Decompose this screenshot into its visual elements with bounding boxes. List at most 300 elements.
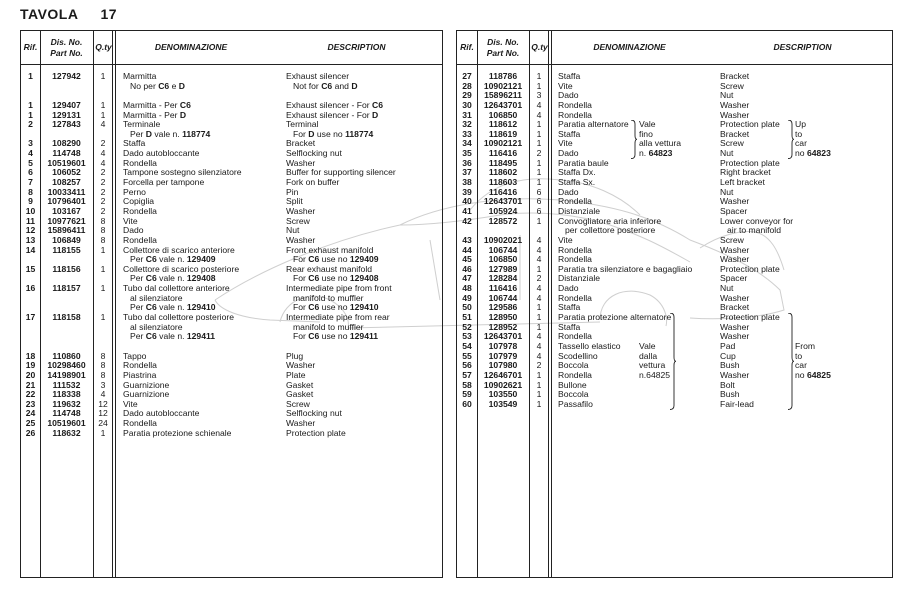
table-row [457,82,892,92]
part-number: 118158 [52,312,81,323]
english-description: Nut [720,148,734,159]
table-row [21,284,442,294]
ref-number: 56 [462,360,472,371]
quantity: 1 [536,138,542,149]
italian-note: Vale [639,340,656,351]
english-description: Protection plate [720,263,780,274]
table-row [21,429,442,439]
italian-name: Staffa [558,128,581,139]
english-description: Nut [286,225,300,236]
table-row [21,419,442,429]
quantity: 1 [536,379,542,390]
part-number: 118495 [488,157,518,168]
quantity: 6 [536,205,542,216]
table-row [457,111,892,121]
english-description: Protection plate [720,119,780,130]
english-description: Screw [720,234,744,245]
italian-name: Bullone [558,379,587,390]
table-row [457,120,892,130]
quantity: 4 [536,283,542,294]
italian-name: Copiglia [123,196,155,207]
part-number: 10902121 [483,138,523,149]
english-description: Washer [286,205,316,216]
header-rif: Rif. [23,42,38,52]
english-description: Fair-lead [720,398,754,409]
part-number: 106850 [488,254,518,265]
table-row [457,236,892,246]
italian-name: Distanziale [558,273,601,284]
quantity: 2 [100,167,106,178]
italian-name: Tampone sostegno silenziatore [123,167,242,178]
italian-name: Rondella [558,292,592,303]
english-description: For D use no 118774 [293,128,374,139]
english-description: Buffer for supporting silencer [286,167,396,178]
ref-number: 34 [462,138,472,149]
italian-name: Vite [123,398,138,409]
italian-note: fino [639,128,653,139]
ref-number: 13 [25,234,36,245]
ref-number: 49 [462,292,472,303]
italian-name: Dado autobloccante [123,148,200,159]
italian-name: Vite [558,138,573,149]
english-description: Nut [720,283,734,294]
italian-name: Marmitta - Per D [123,109,187,120]
english-description: Pin [286,186,299,197]
english-description: Right bracket [720,167,771,178]
english-description: Spacer [720,273,748,284]
table-row [21,400,442,410]
italian-name: Staffa [123,138,146,149]
italian-name: Dado [558,283,579,294]
ref-number: 23 [25,398,36,409]
quantity: 4 [100,148,106,159]
part-number: 110860 [52,350,81,361]
english-description: Bracket [720,128,750,139]
table-row [457,217,892,227]
english-description: For C6 use no 129410 [293,302,379,313]
quantity: 1 [536,157,542,168]
ref-number: 54 [462,340,472,351]
part-number: 128950 [488,312,518,323]
ref-number: 53 [462,331,472,342]
part-number: 114748 [52,148,81,159]
ref-number: 26 [25,427,36,438]
quantity: 4 [536,340,542,351]
part-number: 106744 [488,244,518,255]
table-row [457,178,892,188]
parts-rows-left [21,72,442,438]
italian-name: Rondella [123,205,157,216]
english-description: Washer [286,157,316,168]
quantity: 2 [100,196,106,207]
english-description: Rear exhaust manifold [286,263,373,274]
quantity: 4 [100,119,106,130]
curly-brace-icon [787,313,795,410]
table-row [21,197,442,207]
part-number: 10033411 [47,186,86,197]
part-number: 10796401 [47,196,86,207]
quantity: 2 [536,360,542,371]
english-description: Washer [286,234,316,245]
ref-number: 44 [462,244,472,255]
ref-number: 47 [462,273,472,284]
table-row [21,226,442,236]
header-part-line2: Part No. [50,47,83,58]
part-number: 103549 [488,398,518,409]
part-number: 107980 [488,360,518,371]
part-number: 12643701 [483,331,523,342]
table-row [457,246,892,256]
italian-name: Per C6 vale n. 129411 [130,331,216,342]
part-number: 128284 [488,273,518,284]
english-description: Plug [286,350,304,361]
quantity: 1 [536,80,542,91]
italian-name: Scodellino [558,350,598,361]
italian-name: Passafilo [558,398,593,409]
quantity: 1 [536,71,542,81]
english-description: Nut [720,90,734,101]
quantity: 1 [536,389,542,400]
ref-number: 39 [462,186,472,197]
italian-name: Staffa [558,302,581,313]
header-part-line1: Dis. No. [50,36,83,47]
ref-number: 1 [28,71,33,81]
italian-note: alla vettura [639,138,682,149]
table-row [457,188,892,198]
part-number: 118157 [52,283,81,294]
english-description: Cup [720,350,736,361]
english-description: Washer [720,244,750,255]
english-description: manifold to muffler [293,321,364,332]
part-number: 127942 [52,71,81,81]
quantity: 1 [100,99,106,110]
english-description: Washer [720,292,750,303]
english-description: Front exhaust manifold [286,244,374,255]
italian-note: Vale [639,119,656,130]
ref-number: 2 [28,119,33,130]
italian-name: Rondella [558,99,592,110]
quantity: 2 [100,205,106,216]
ref-number: 58 [462,379,472,390]
part-number: 10519601 [47,157,86,168]
english-note: to [795,350,803,361]
quantity: 4 [536,331,542,342]
italian-name: al silenziatore [130,292,183,303]
italian-name: Guarnizione [123,389,170,400]
ref-number: 16 [25,283,36,294]
quantity: 2 [100,186,106,197]
italian-name: Collettore di scarico posteriore [123,263,240,274]
ref-number: 14 [25,244,36,255]
english-description: Washer [720,196,750,207]
table-row [457,168,892,178]
italian-name: Dado [123,225,144,236]
quantity: 2 [536,273,542,284]
table-row [457,197,892,207]
part-number: 111532 [52,379,81,390]
part-number: 129407 [52,99,81,110]
english-description: Washer [286,360,316,371]
part-number: 10902021 [483,234,523,245]
italian-name: Terminale [123,119,161,130]
quantity: 1 [100,263,106,274]
italian-name: Boccola [558,389,589,400]
english-description: For C6 use no 129408 [293,273,379,284]
ref-number: 10 [25,205,36,216]
part-number: 10902621 [483,379,523,390]
italian-name: Rondella [558,331,592,342]
italian-note: vettura [639,360,666,371]
english-description: Exhaust silencer - For D [286,109,379,120]
part-number: 118632 [52,427,81,438]
part-number: 128952 [488,321,518,332]
ref-number: 55 [462,350,472,361]
italian-name: Convogliatore aria inferiore [558,215,662,226]
quantity: 3 [536,90,542,101]
quantity: 1 [100,244,106,255]
english-description: Washer [720,254,750,265]
ref-number: 15 [25,263,36,274]
header-denominazione: DENOMINAZIONE [154,42,228,52]
part-number: 127989 [488,263,518,274]
quantity: 1 [536,302,542,313]
part-number: 118619 [488,128,518,139]
english-description: Bracket [286,138,316,149]
italian-name: Rondella [123,157,157,168]
ref-number: 21 [25,379,36,390]
part-number: 107979 [488,350,518,361]
header-part-line2: Part No. [486,47,520,58]
table-row [21,139,442,149]
ref-number: 38 [462,177,472,188]
ref-number: 7 [28,177,33,188]
quantity: 4 [536,109,542,120]
part-number: 106849 [52,234,81,245]
italian-name: No per C6 e D [130,80,185,91]
quantity: 4 [536,99,542,110]
table-row [21,323,442,333]
ref-number: 1 [28,109,33,120]
ref-number: 18 [25,350,36,361]
ref-number: 28 [462,80,472,91]
page-title [20,6,117,22]
italian-name: Dado autobloccante [123,408,200,419]
header-part-no [477,31,529,64]
english-description: Plate [286,369,306,380]
quantity: 2 [100,177,106,188]
english-description: Split [286,196,303,207]
english-description: Spacer [720,205,748,216]
italian-name: Vite [123,215,138,226]
quantity: 1 [536,177,542,188]
table-row [457,284,892,294]
english-description: Screw [286,215,310,226]
part-number: 118156 [52,263,81,274]
ref-number: 41 [462,205,472,216]
ref-number: 35 [462,148,472,159]
quantity: 1 [536,321,542,332]
english-description: Washer [720,321,750,332]
part-number: 108257 [52,177,81,188]
ref-number: 27 [462,71,472,81]
english-description: Selflocking nut [286,148,342,159]
quantity: 24 [98,418,108,429]
table-row [457,207,892,217]
italian-name: Rondella [558,196,592,207]
table-row [21,390,442,400]
part-number: 10902121 [483,80,523,91]
italian-name: Tassello elastico [558,340,621,351]
quantity: 8 [100,225,106,236]
ref-number: 12 [25,225,36,236]
quantity: 1 [100,71,106,81]
italian-name: Paratia tra silenziatore e bagagliaio [558,263,693,274]
italian-name: Dado [558,90,579,101]
english-description: Intermediate pipe from front [286,283,392,294]
italian-name: Per C6 vale n. 129410 [130,302,216,313]
quantity: 1 [536,215,542,226]
curly-brace-icon [787,120,795,159]
english-description: Intermediate pipe from rear [286,312,390,323]
italian-name: Paratia protezione alternatore [558,312,672,323]
table-row [21,313,442,323]
quantity: 4 [536,292,542,303]
ref-number: 42 [462,215,472,226]
english-description: Pad [720,340,736,351]
ref-number: 17 [25,312,36,323]
english-description: Washer [720,109,750,120]
english-description: Washer [720,331,750,342]
part-number: 12643701 [483,196,523,207]
ref-number: 4 [28,148,33,159]
ref-number: 57 [462,369,472,380]
part-number: 103550 [488,389,518,400]
quantity: 1 [536,369,542,380]
italian-name: Per C6 vale n. 129409 [130,254,216,265]
quantity: 6 [536,186,542,197]
ref-number: 25 [25,418,36,429]
italian-name: Rondella [558,244,592,255]
header-part-no [40,31,93,64]
part-number: 107978 [488,340,518,351]
part-number: 116416 [488,186,518,197]
ref-number: 9 [28,196,33,207]
italian-name: Paratia alternatore [558,119,629,130]
quantity: 1 [536,263,542,274]
table-row [457,72,892,82]
part-number: 118602 [488,167,518,178]
italian-note: n.64825 [639,369,671,380]
header-part-line1: Dis. No. [487,36,519,47]
table-row [457,265,892,275]
english-description: Exhaust silencer [286,71,350,81]
ref-number: 48 [462,283,472,294]
english-description: Screw [720,80,744,91]
table-row [21,381,442,391]
quantity: 12 [98,408,108,419]
english-description: Washer [720,369,750,380]
table-row [21,371,442,381]
quantity: 4 [100,157,106,168]
english-description: For C6 use no 129411 [293,331,379,342]
header-divider [457,64,892,65]
parts-rows-right [457,72,892,409]
quantity: 2 [536,148,542,159]
english-description: Selflocking nut [286,408,342,419]
part-number: 127843 [52,119,81,130]
italian-name: Paratia baule [558,157,609,168]
ref-number: 22 [25,389,36,400]
english-description: Washer [720,99,750,110]
english-note: to [795,128,803,139]
italian-note: n. 64823 [639,148,673,159]
ref-number: 51 [462,312,472,323]
table-row [457,226,892,236]
curly-brace-icon [630,120,638,159]
table-row [457,149,892,159]
ref-number: 45 [462,254,472,265]
part-number: 10298460 [47,360,86,371]
quantity: 1 [536,119,542,130]
ref-number: 37 [462,167,472,178]
quantity: 8 [100,234,106,245]
part-number: 129131 [52,109,81,120]
italian-name: Rondella [123,234,157,245]
quantity: 4 [536,254,542,265]
table-row [21,82,442,92]
italian-name: Vite [558,234,573,245]
italian-name: Dado [558,186,579,197]
italian-name: Forcella per tampone [123,177,205,188]
italian-name: Rondella [558,254,592,265]
page-label: TAVOLA [20,6,79,22]
english-note: From [795,340,816,351]
part-number: 15896411 [47,225,86,236]
page-number: 17 [100,6,118,22]
part-number: 119632 [52,398,81,409]
curly-brace-icon [669,313,677,410]
part-number: 106744 [488,292,518,303]
italian-name: Vite [558,80,573,91]
english-description: Gasket [286,379,314,390]
table-row [21,111,442,121]
table-row [21,332,442,342]
table-row [457,159,892,169]
part-number: 12643701 [483,99,523,110]
part-number: 105924 [488,205,518,216]
table-row [21,168,442,178]
part-number: 106052 [52,167,81,178]
italian-name: Marmitta [123,71,157,81]
ref-number: 24 [25,408,36,419]
part-number: 114748 [52,408,81,419]
italian-name: per collettore posteriore [565,225,656,236]
quantity: 8 [100,215,106,226]
parts-table-right [456,30,893,578]
english-note: car [795,138,807,149]
part-number: 128572 [488,215,518,226]
part-number: 14198901 [47,369,86,380]
ref-number: 3 [28,138,33,149]
part-number: 106850 [488,109,518,120]
quantity: 1 [100,427,106,438]
part-number: 129586 [488,302,518,313]
english-description: Gasket [286,389,314,400]
ref-number: 43 [462,234,472,245]
ref-number: 33 [462,128,472,139]
english-description: Lower conveyor for [720,215,794,226]
italian-name: Rondella [123,418,157,429]
